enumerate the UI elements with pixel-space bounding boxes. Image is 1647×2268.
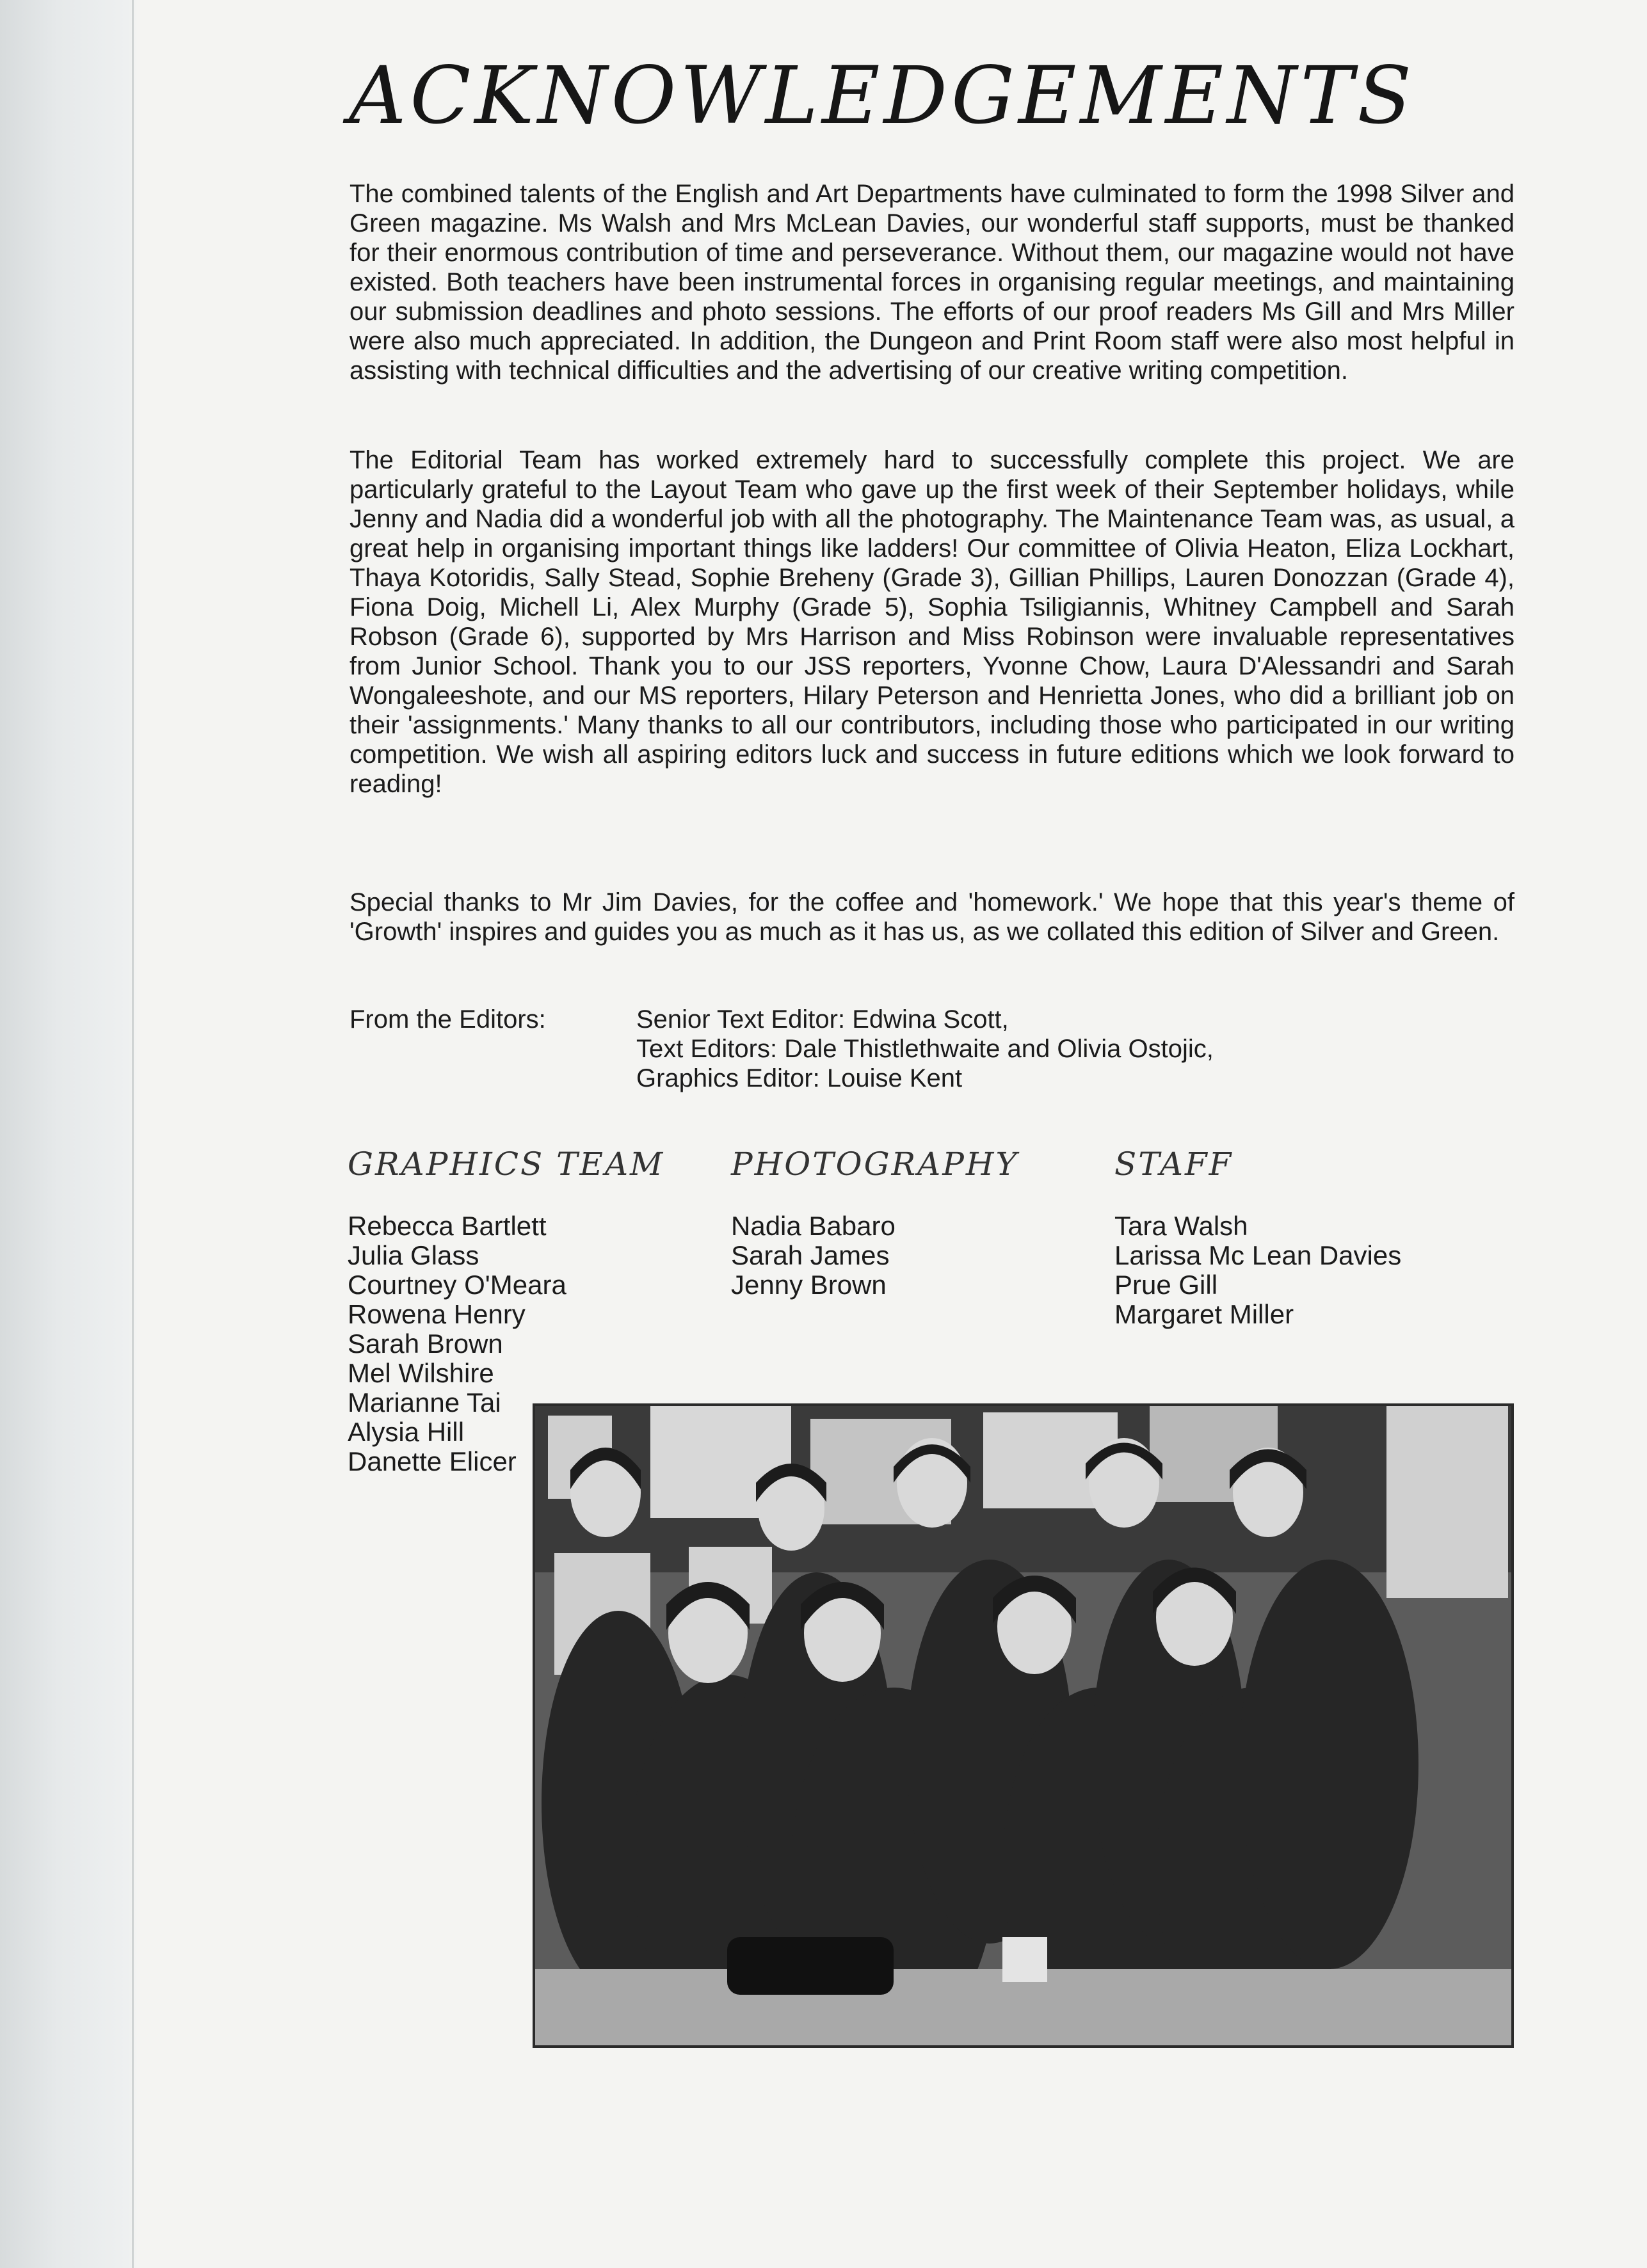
list-item: Julia Glass [348, 1240, 479, 1270]
list-item: Nadia Babaro [731, 1211, 896, 1241]
editor-line: Text Editors: Dale Thistlethwaite and Olivia Ostojic, [636, 1035, 1214, 1063]
editors-list [636, 1005, 1214, 1093]
group-photo-illustration [535, 1406, 1511, 2045]
list-item: Margaret Miller [1114, 1299, 1294, 1329]
list-item: Prue Gill [1114, 1270, 1218, 1300]
list-item: Rowena Henry [348, 1299, 526, 1329]
list-item: Tara Walsh [1114, 1211, 1248, 1241]
photography-heading: PHOTOGRAPHY [731, 1146, 1019, 1183]
paragraph-editorial-team: The Editorial Team has worked extremely hard to successfully complete this project. We are particularly grateful to the Layout Team who gave up the first week of their September holidays, while Jenny and Nadia did a wonderful job with all the photography. The Maintenance Team was, as usual, a great help in organising important things like ladders! Our committee of Olivia Heaton, Eliza Lockhart, Thaya Kotoridis, Sally Stead, Sophie Breheny (Grade 3), Gillian Phillips, Lauren Donozzan (Grade 4), Fiona Doig, Michell Li, Alex Murphy (Grade 5), Sophia Tsiligiannis, Whitney Campbell and Sarah Robson (Grade 6), supported by Mrs Harrison and Miss Robinson were invaluable representatives from Junior School. Thank you to our JSS reporters, Yvonne Chow, Laura D'Alessandri and Sarah Wongaleeshote, and our MS reporters, Hilary Peterson and Henrietta Jones, who did a brilliant job on their 'assignments.' Many thanks to all our contributors, including those who participated in our writing competition. We wish all aspiring editors luck and success in future editions which we look forward to reading! [349, 446, 1514, 798]
editor-line: Graphics Editor: Louise Kent [636, 1064, 963, 1092]
list-item: Danette Elicer [348, 1446, 517, 1476]
list-item: Sarah James [731, 1240, 890, 1270]
scan-page-edge [0, 0, 138, 2268]
staff-list [1114, 1211, 1401, 1329]
list-item: Alysia Hill [348, 1417, 465, 1447]
list-item: Marianne Tai [348, 1387, 501, 1418]
editors-label: From the Editors: [349, 1005, 546, 1034]
editor-line: Senior Text Editor: Edwina Scott, [636, 1005, 1009, 1034]
paragraph-departments: The combined talents of the English and Art Departments have culminated to form the 1998 Silver and Green magazine. Ms Walsh and Mrs McLean Davies, our wonderful staff supports, must be thanked for their enormous contribution of time and perseverance. Without them, our magazine would not have existed. Both teachers have been instrumental forces in organising regular meetings, and maintaining our submission deadlines and photo sessions. The efforts of our proof readers Ms Gill and Mrs Miller were also much appreciated. In addition, the Dungeon and Print Room staff were also most helpful in assisting with technical difficulties and the advertising of our creative writing competition. [349, 180, 1514, 385]
paragraph-special-thanks: Special thanks to Mr Jim Davies, for the coffee and 'homework.' We hope that this year's theme of 'Growth' inspires and guides you as much as it has us, as we collated this edition of Silver and Green. [349, 888, 1514, 946]
list-item: Sarah Brown [348, 1329, 503, 1359]
group-photo [533, 1403, 1514, 2048]
scan-page-edge-line [132, 0, 134, 2268]
page-title: ACKNOWLEDGEMENTS [349, 50, 1416, 142]
list-item: Larissa Mc Lean Davies [1114, 1240, 1402, 1270]
list-item: Jenny Brown [731, 1270, 887, 1300]
list-item: Rebecca Bartlett [348, 1211, 547, 1241]
staff-heading: STAFF [1114, 1146, 1233, 1183]
list-item: Mel Wilshire [348, 1358, 494, 1388]
list-item: Courtney O'Meara [348, 1270, 566, 1300]
photography-list [731, 1211, 896, 1300]
graphics-team-heading: GRAPHICS TEAM [348, 1146, 665, 1183]
